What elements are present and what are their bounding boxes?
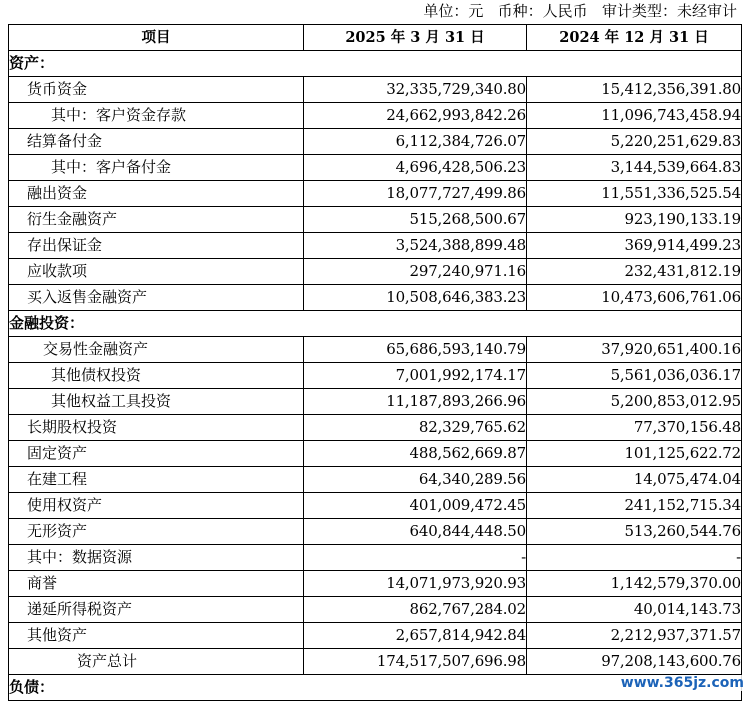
table-row (9, 285, 742, 311)
row-label: 固定资产 (9, 441, 304, 467)
row-value-2025: 640,844,448.50 (304, 519, 527, 545)
row-value-2024: 40,014,143.73 (527, 597, 742, 623)
row-label: 结算备付金 (9, 129, 304, 155)
row-value-2025: 82,329,765.62 (304, 415, 527, 441)
table-row (9, 597, 742, 623)
total-value-2024: 97,208,143,600.76 (527, 649, 742, 675)
row-value-2024: 1,142,579,370.00 (527, 571, 742, 597)
row-value-2024: 14,075,474.04 (527, 467, 742, 493)
table-row (9, 363, 742, 389)
balance-sheet-table (8, 24, 742, 701)
row-value-2024: 101,125,622.72 (527, 441, 742, 467)
row-label: 其中：客户备付金 (9, 155, 304, 181)
row-value-2025: 862,767,284.02 (304, 597, 527, 623)
row-label: 递延所得税资产 (9, 597, 304, 623)
unit-currency-audit-line: 单位：元 币种：人民币 审计类型：未经审计 (423, 2, 737, 20)
site-watermark: www.365jz.com (618, 675, 747, 691)
row-label: 应收款项 (9, 259, 304, 285)
row-label: 使用权资产 (9, 493, 304, 519)
row-value-2024: 5,200,853,012.95 (527, 389, 742, 415)
row-value-2025: 11,187,893,266.96 (304, 389, 527, 415)
table-row (9, 623, 742, 649)
row-value-2025: 488,562,669.87 (304, 441, 527, 467)
row-value-2025: 2,657,814,942.84 (304, 623, 527, 649)
row-value-2024: 369,914,499.23 (527, 233, 742, 259)
row-value-2024: 10,473,606,761.06 (527, 285, 742, 311)
table-row (9, 545, 742, 571)
table-row (9, 77, 742, 103)
row-label: 存出保证金 (9, 233, 304, 259)
row-value-2024: - (527, 545, 742, 571)
row-label: 无形资产 (9, 519, 304, 545)
table-row (9, 181, 742, 207)
section-title-liabilities: 负债： (9, 675, 742, 701)
row-label: 其他债权投资 (9, 363, 304, 389)
row-value-2025: 32,335,729,340.80 (304, 77, 527, 103)
row-value-2024: 37,920,651,400.16 (527, 337, 742, 363)
row-value-2025: 18,077,727,499.86 (304, 181, 527, 207)
row-label: 其他资产 (9, 623, 304, 649)
row-value-2024: 2,212,937,371.57 (527, 623, 742, 649)
row-label: 商誉 (9, 571, 304, 597)
header-date-2025: 2025 年 3 月 31 日 (304, 25, 527, 51)
row-label: 货币资金 (9, 77, 304, 103)
row-value-2024: 5,561,036,036.17 (527, 363, 742, 389)
table-row (9, 467, 742, 493)
table-row (9, 441, 742, 467)
row-value-2025: 7,001,992,174.17 (304, 363, 527, 389)
total-label: 资产总计 (9, 649, 304, 675)
section-title-assets: 资产： (9, 51, 742, 77)
row-value-2025: 10,508,646,383.23 (304, 285, 527, 311)
row-value-2024: 923,190,133.19 (527, 207, 742, 233)
row-value-2025: 515,268,500.67 (304, 207, 527, 233)
row-value-2024: 15,412,356,391.80 (527, 77, 742, 103)
row-value-2025: 4,696,428,506.23 (304, 155, 527, 181)
section-row-financial-investments (9, 311, 742, 337)
row-value-2024: 11,096,743,458.94 (527, 103, 742, 129)
table-row (9, 519, 742, 545)
section-title-financial-investments: 金融投资： (9, 311, 742, 337)
row-label: 其中：数据资源 (9, 545, 304, 571)
row-label: 交易性金融资产 (9, 337, 304, 363)
table-row (9, 129, 742, 155)
table-row (9, 207, 742, 233)
row-value-2024: 3,144,539,664.83 (527, 155, 742, 181)
row-label: 在建工程 (9, 467, 304, 493)
total-value-2025: 174,517,507,696.98 (304, 649, 527, 675)
row-value-2024: 232,431,812.19 (527, 259, 742, 285)
header-item: 项目 (9, 25, 304, 51)
row-label: 其他权益工具投资 (9, 389, 304, 415)
table-row (9, 155, 742, 181)
row-label: 长期股权投资 (9, 415, 304, 441)
row-value-2024: 241,152,715.34 (527, 493, 742, 519)
row-value-2024: 513,260,544.76 (527, 519, 742, 545)
row-value-2024: 5,220,251,629.83 (527, 129, 742, 155)
row-value-2025: 64,340,289.56 (304, 467, 527, 493)
row-value-2025: 401,009,472.45 (304, 493, 527, 519)
header-date-2024: 2024 年 12 月 31 日 (527, 25, 742, 51)
row-value-2024: 77,370,156.48 (527, 415, 742, 441)
row-label: 融出资金 (9, 181, 304, 207)
row-value-2025: - (304, 545, 527, 571)
row-value-2025: 14,071,973,920.93 (304, 571, 527, 597)
table-row (9, 389, 742, 415)
section-row-assets (9, 51, 742, 77)
table-row (9, 415, 742, 441)
table-header-row (9, 25, 742, 51)
table-row (9, 337, 742, 363)
row-value-2025: 297,240,971.16 (304, 259, 527, 285)
row-value-2025: 3,524,388,899.48 (304, 233, 527, 259)
table-row (9, 103, 742, 129)
table-row (9, 233, 742, 259)
row-label: 其中：客户资金存款 (9, 103, 304, 129)
table-row (9, 259, 742, 285)
row-value-2025: 24,662,993,842.26 (304, 103, 527, 129)
row-label: 买入返售金融资产 (9, 285, 304, 311)
row-value-2024: 11,551,336,525.54 (527, 181, 742, 207)
row-label: 衍生金融资产 (9, 207, 304, 233)
table-row (9, 493, 742, 519)
total-row (9, 649, 742, 675)
table-row (9, 571, 742, 597)
row-value-2025: 6,112,384,726.07 (304, 129, 527, 155)
row-value-2025: 65,686,593,140.79 (304, 337, 527, 363)
